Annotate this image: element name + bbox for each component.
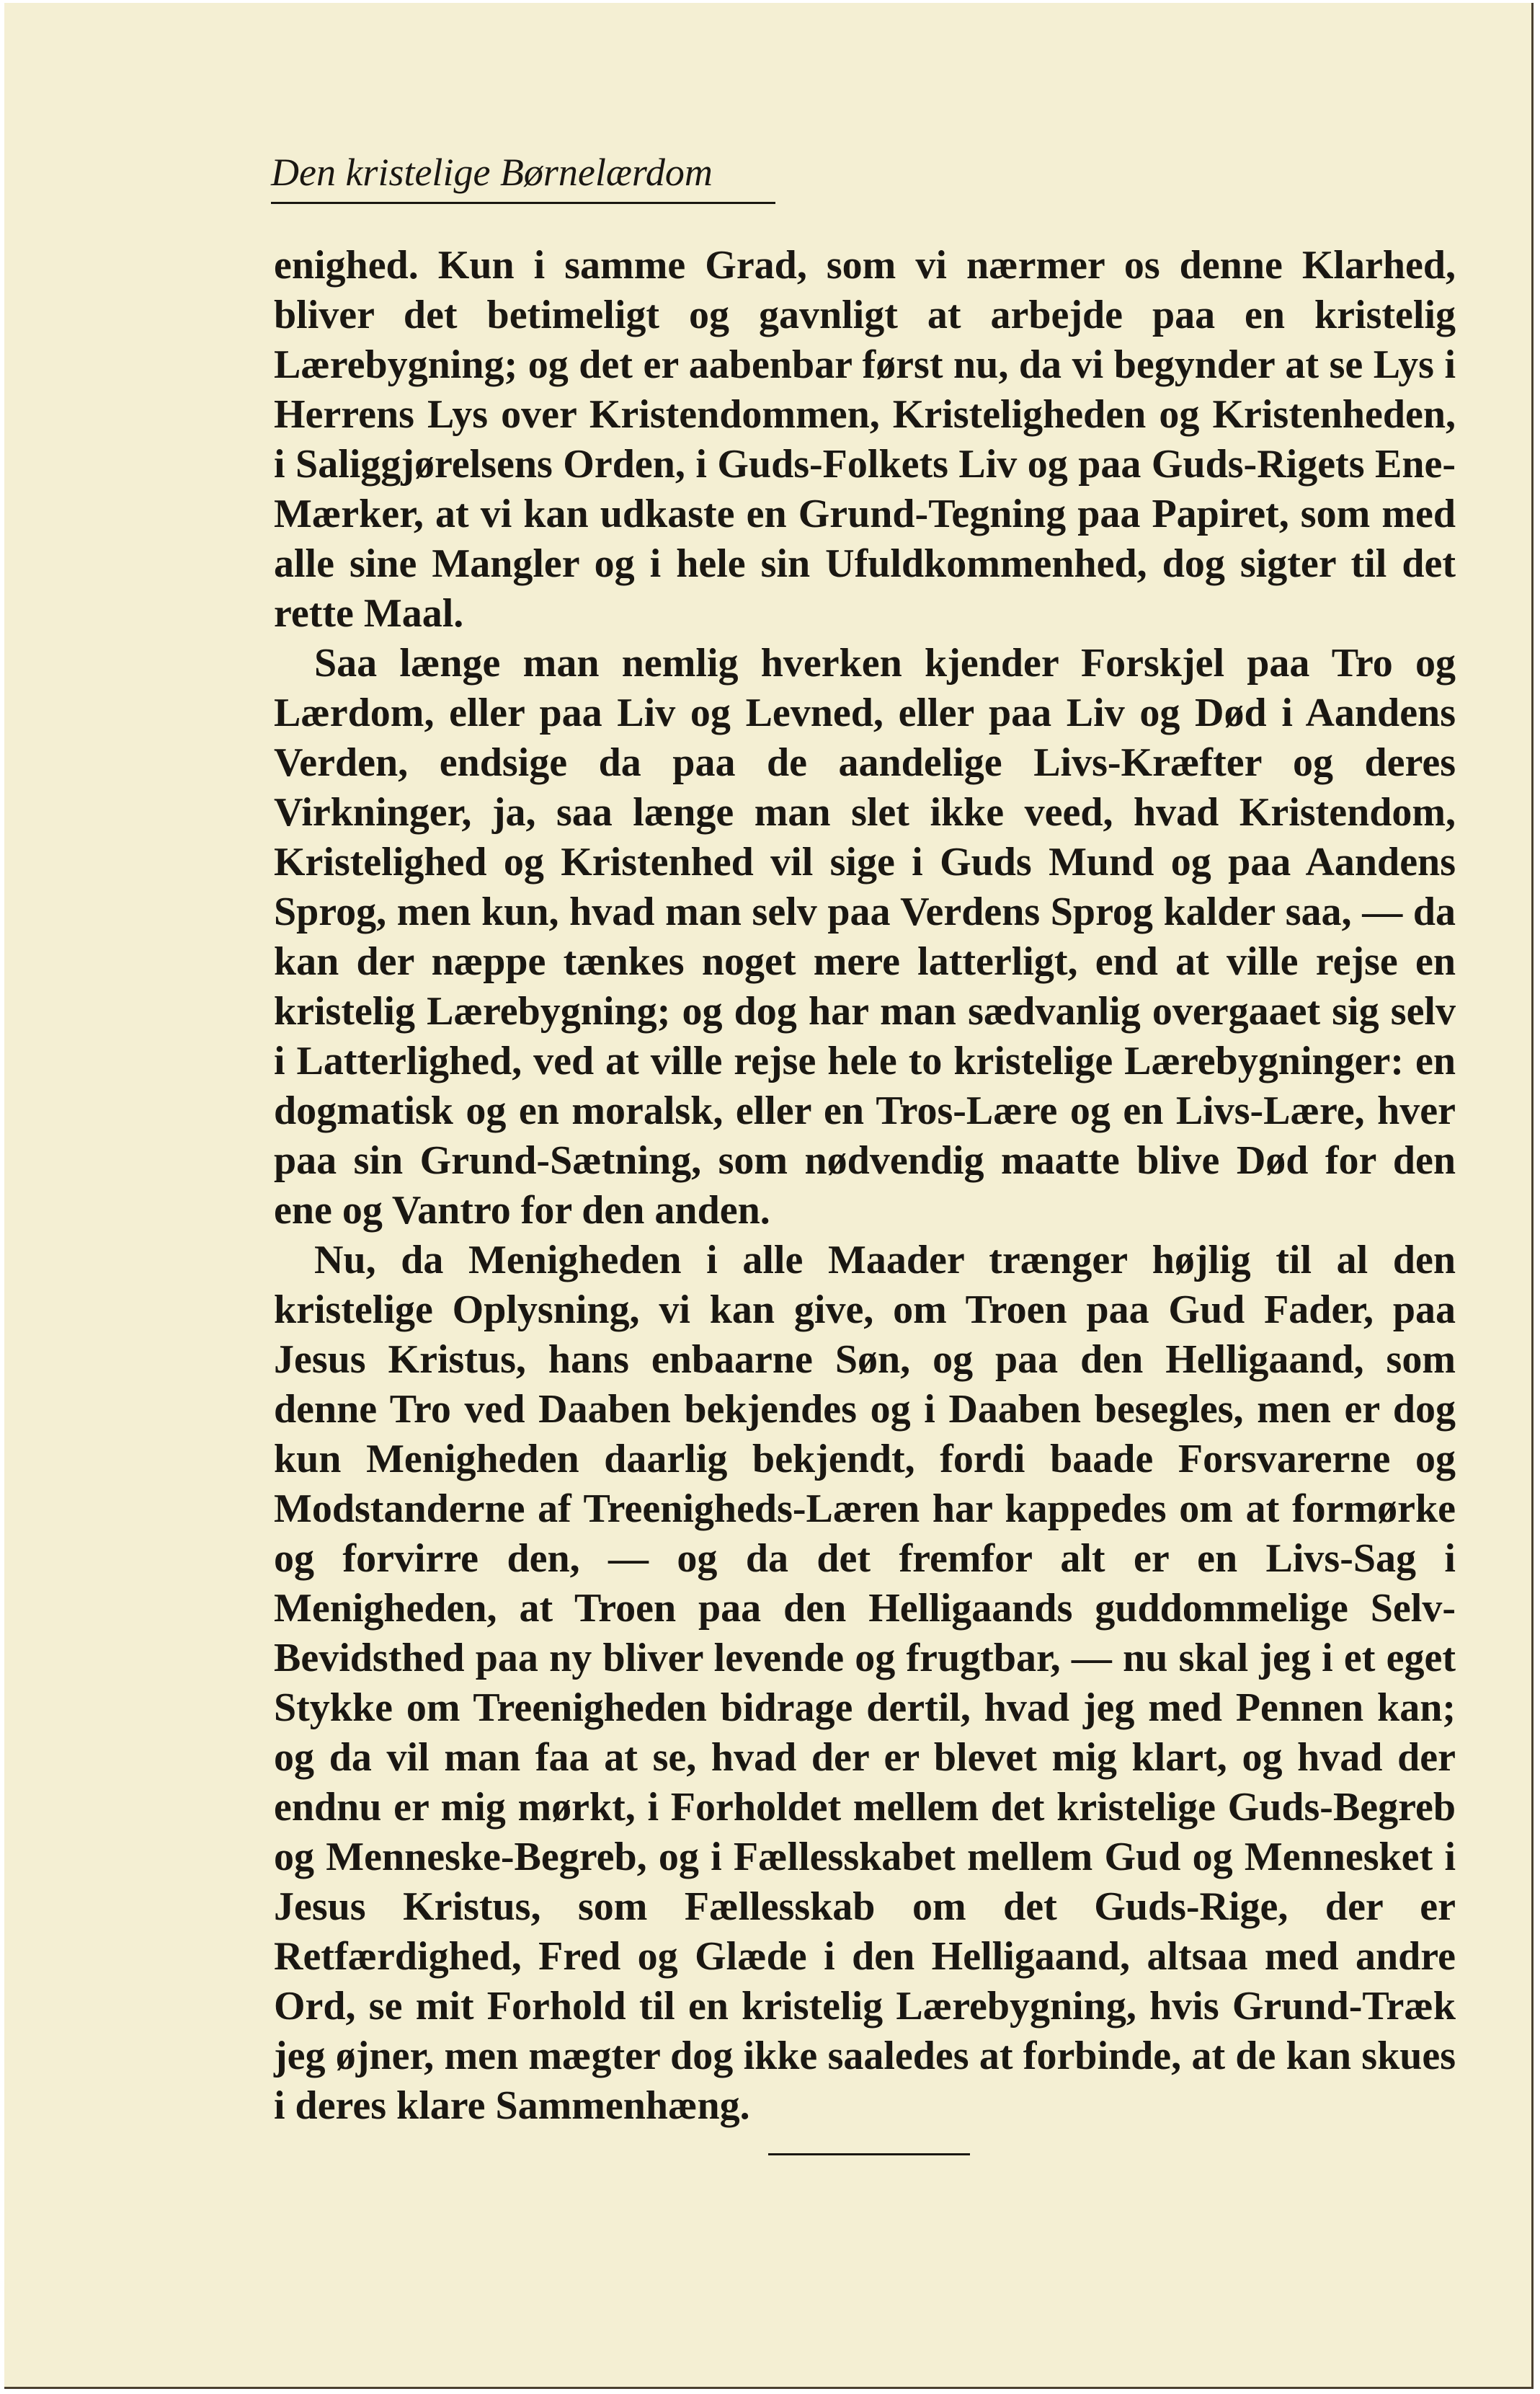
paragraph-nu-da: Nu, da Menigheden i alle Maader trænger højlig til al den kristelige Oplysning, vi kan give, om Troen paa Gud Fader, paa Jesus Kristus, hans enbaarne Søn, og paa den Helligaand, som denne Tro ved Daaben bekjendes og i Daaben besegles, men er dog kun Menigheden daarlig bekjendt, fordi baade Forsvarerne og Modstanderne af Treenigheds-Læren har kappedes om at formørke og forvirre den, — og da det fremfor alt er en Livs-Sag i Menigheden, at Troen paa den Helligaands guddommelige Selv-Bevidsthed paa ny bliver levende og frugtbar, — nu skal jeg i et eget Stykke om Treenigheden bidrage dertil, hvad jeg med Pennen kan; og da vil man faa at se, hvad der er blevet mig klart, og hvad der endnu er mig mørkt, i Forholdet mellem det kristelige Guds-Begreb og Menneske-Begreb, og i Fællesskabet mellem Gud og Mennesket i Jesus Kristus, som Fællesskab om det Guds-Rige, der er Retfærdighed, Fred og Glæde i den Helligaand, altsaa med andre Ord, se mit Forhold til en kristelig Lærebygning, hvis Grund-Træk jeg øjner, men mægter dog ikke saaledes at forbinde, at de kan skues i deres klare Sammenhæng. [274,1238,1456,2128]
page-body-text [274,241,1456,2131]
running-header: Den kristelige Børnelærdom [271,153,775,204]
paragraph-continuation: enighed. Kun i samme Grad, som vi nærmer os denne Klarhed, bliver det betimeligt og gavnligt at arbejde paa en kristelig Lærebygning; og det er aabenbar først nu, da vi begynder at se Lys i Herrens Lys over Kristendommen, Kristeligheden og Kristenheden, i Saliggjørelsens Orden, i Guds-Folkets Liv og paa Guds-Rigets Ene-Mærker, at vi kan udkaste en Grund-Tegning paa Papiret, som med alle sine Mangler og i hele sin Ufuldkommenhed, dog sigter til det rette Maal. [274,243,1456,636]
paragraph-saa-laenge: Saa længe man nemlig hverken kjender Forskjel paa Tro og Lærdom, eller paa Liv og Levned, eller paa Liv og Død i Aandens Verden, endsige da paa de aandelige Livs-Kræfter og deres Virkninger, ja, saa længe man slet ikke veed, hvad Kristendom, Kristelighed og Kristenhed vil sige i Guds Mund og paa Aandens Sprog, men kun, hvad man selv paa Verdens Sprog kalder saa, — da kan der næppe tænkes noget mere latterligt, end at ville rejse en kristelig Lærebygning; og dog har man sædvanlig overgaaet sig selv i Latterlighed, ved at ville rejse hele to kristelige Lærebygninger: en dogmatisk og en moralsk, eller en Tros-Lære og en Livs-Lære, hver paa sin Grund-Sætning, som nødvendig maatte blive Død for den ene og Vantro for den anden. [274,641,1456,1233]
section-end-rule [768,2153,970,2155]
book-page [4,3,1534,2389]
